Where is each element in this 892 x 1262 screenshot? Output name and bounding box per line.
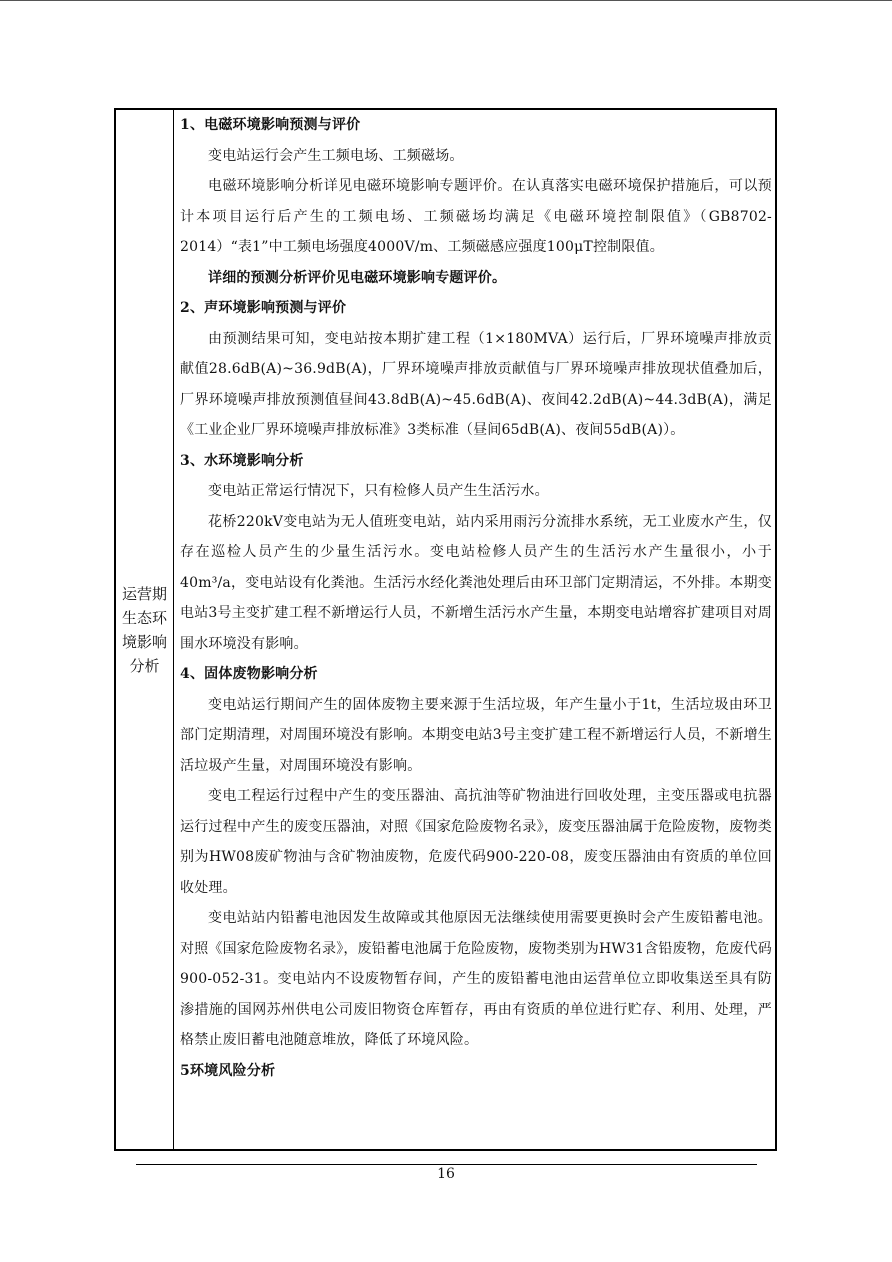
row-header-label: 运营期生态环境影响分析: [121, 585, 167, 675]
section-heading: 4、固体废物影响分析: [180, 666, 318, 682]
section-heading: 2、声环境影响预测与评价: [180, 300, 347, 316]
content-table: [114, 108, 777, 1151]
body-paragraph: 变电站运行期间产生的固体废物主要来源于生活垃圾，年产生量小于1t，生活垃圾由环卫部门定期清理，对周围环境没有影响。本期变电站3号主变扩建工程不新增运行人员，不新增生活垃圾产生量，对周围环境没有影响。: [180, 696, 772, 774]
body-paragraph: 由预测结果可知，变电站按本期扩建工程（1×180MVA）运行后，厂界环境噪声排放贡献值28.6dB(A)~36.9dB(A)，厂界环境噪声排放贡献值与厂界环境噪声排放现状值叠加后，厂界环境噪声排放预测值昼间43.8dB(A)~45.6dB(A)、夜间42.2dB(A)~44.3dB(A)，满足《工业企业厂界环境噪声排放标准》3类标准（昼间65dB(A)、夜间55dB(A)）。: [180, 330, 772, 438]
section-heading: 1、电磁环境影响预测与评价: [180, 117, 361, 133]
top-border-line: [0, 0, 892, 1]
column-divider: [173, 110, 174, 1149]
page-number: 16: [437, 1166, 455, 1182]
body-paragraph: 变电站运行会产生工频电场、工频磁场。: [208, 147, 464, 164]
body-paragraph: 变电站站内铅蓄电池因发生故障或其他原因无法继续使用需要更换时会产生废铅蓄电池。对照《国家危险废物名录》，废铅蓄电池属于危险废物，废物类别为HW31含铅废物，危废代码900-052-31。变电站内不设废物暂存间，产生的废铅蓄电池由运营单位立即收集送至具有防渗措施的国网苏州供电公司废旧物资仓库暂存，再由有资质的单位进行贮存、利用、处理，严格禁止废旧蓄电池随意堆放，降低了环境风险。: [180, 910, 773, 1048]
section-heading: 3、水环境影响分析: [180, 452, 304, 469]
body-paragraph: 电磁环境影响分析详见电磁环境影响专题评价。在认真落实电磁环境保护措施后，可以预计本项目运行后产生的工频电场、工频磁场均满足《电磁环境控制限值》（GB8702-2014）“表1”中工频电场强度4000V/m、工频磁感应强度100μT控制限值。: [180, 178, 772, 255]
footer-rule: [136, 1164, 757, 1165]
body-paragraph: 变电站正常运行情况下，只有检修人员产生生活污水。: [208, 483, 549, 499]
body-paragraph: 变电工程运行过程中产生的变压器油、高抗油等矿物油进行回收处理，主变压器或电抗器运行过程中产生的废变压器油，对照《国家危险废物名录》，废变压器油属于危险废物，废物类别为HW08废矿物油与含矿物油废物，危废代码900-220-08，废变压器油由有资质的单位回收处理。: [180, 788, 772, 896]
body-paragraph: 花桥220kV变电站为无人值班变电站，站内采用雨污分流排水系统，无工业废水产生，仅存在巡检人员产生的少量生活污水。变电站检修人员产生的生活污水产生量很小，小于40m³/a，变电站设有化粪池。生活污水经化粪池处理后由环卫部门定期清运，不外排。本期变电站3号主变扩建工程不新增运行人员，不新增生活污水产生量，本期变电站增容扩建项目对周围水环境没有影响。: [180, 513, 772, 652]
bold-paragraph: 详细的预测分析评价见电磁环境影响专题评价。: [208, 269, 507, 286]
analysis-text-cell: [180, 110, 772, 1086]
section-heading: 5环境风险分析: [180, 1062, 276, 1079]
